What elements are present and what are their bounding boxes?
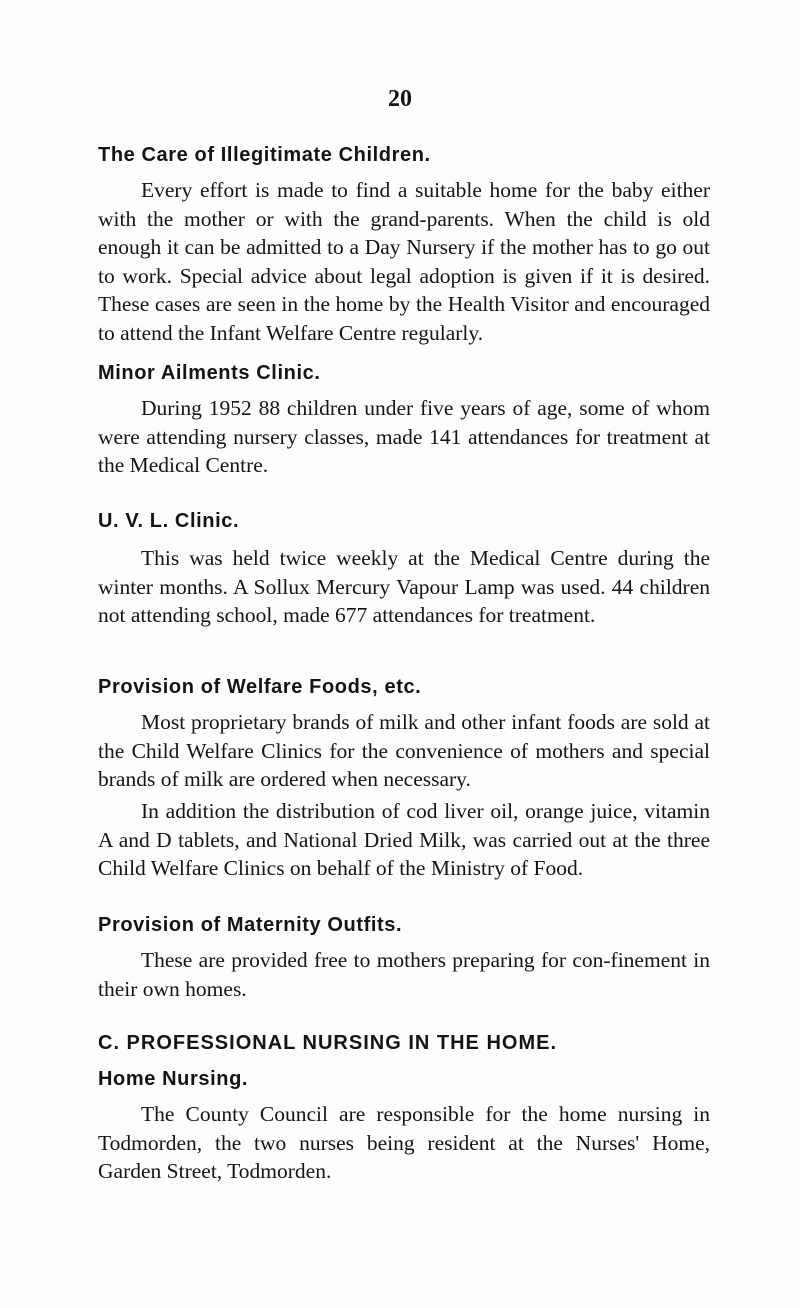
paragraph-home-nursing: The County Council are responsible for the home nursing in Todmorden, the two nurses being resident at the Nurses' Home, Garden Street, Todmorden. — [98, 1102, 710, 1183]
heading-welfare-foods: Provision of Welfare Foods, etc. — [98, 676, 422, 698]
page-number: 20 — [388, 86, 412, 112]
heading-uvl-clinic: U. V. L. Clinic. — [98, 510, 240, 532]
paragraph-welfare-foods-1: Most proprietary brands of milk and other infant foods are sold at the Child Welfare Clinics for the convenience of mothers and special brands of milk are ordered when necessary. — [98, 710, 710, 791]
subheading-home-nursing: Home Nursing. — [98, 1068, 249, 1090]
heading-minor-ailments-clinic: Minor Ailments Clinic. — [98, 362, 321, 384]
paragraph-minor-ailments-clinic: During 1952 88 children under five years of age, some of whom were attending nursery classes, made 141 attendances for treatment at the Medical Centre. — [98, 396, 710, 477]
paragraph-maternity-outfits: These are provided free to mothers preparing for con-finement in their own homes. — [98, 948, 710, 1001]
paragraph-illegitimate-children: Every effort is made to find a suitable home for the baby either with the mother or with the grand-parents. When the child is old enough it can be admitted to a Day Nursery if the mother has to go out to work. Special advice about legal adoption is given if it is desired. These cases are seen in the home by the Health Visitor and encouraged to attend the Infant Welfare Centre regularly. — [98, 178, 710, 345]
paragraph-uvl-clinic: This was held twice weekly at the Medical Centre during the winter months. A Sollux Mercury Vapour Lamp was used. 44 children not attending school, made 677 attendances for treatment. — [98, 546, 710, 627]
heading-illegitimate-children: The Care of Illegitimate Children. — [98, 144, 431, 166]
heading-professional-nursing: C. PROFESSIONAL NURSING IN THE HOME. — [98, 1032, 557, 1054]
paragraph-welfare-foods-2: In addition the distribution of cod liver oil, orange juice, vitamin A and D tablets, and National Dried Milk, was carried out at the three Child Welfare Clinics on behalf of the Ministry of Food. — [98, 799, 710, 880]
heading-maternity-outfits: Provision of Maternity Outfits. — [98, 914, 403, 936]
